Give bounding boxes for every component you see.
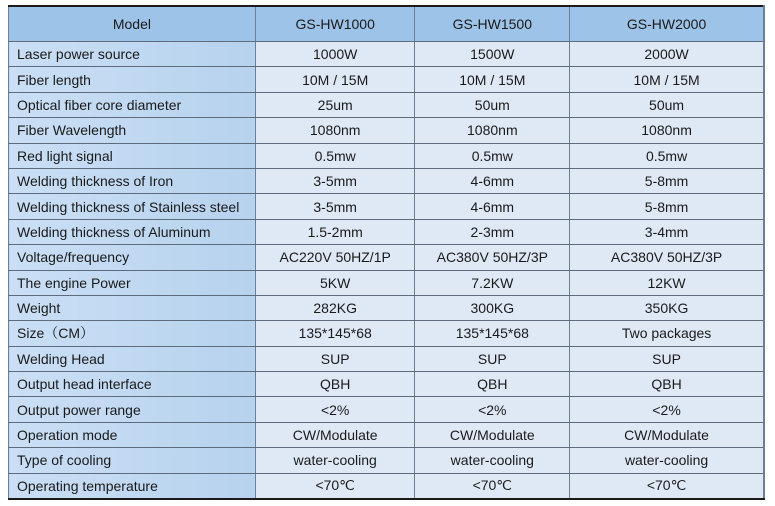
cell-gs-hw2000: 5-8mm xyxy=(570,194,764,219)
cell-gs-hw1000: 10M / 15M xyxy=(255,67,415,92)
cell-gs-hw1500: 10M / 15M xyxy=(415,67,570,92)
header-row xyxy=(9,6,765,42)
row-label: Laser power source xyxy=(9,42,256,67)
cell-gs-hw1500: 300KG xyxy=(415,295,570,320)
table-row-size xyxy=(9,321,765,346)
cell-gs-hw1500: 0.5mw xyxy=(415,143,570,168)
cell-gs-hw1500: water-cooling xyxy=(415,448,570,473)
table-row-thickness-aluminum xyxy=(9,219,765,244)
row-label: Output head interface xyxy=(9,372,256,397)
row-label: Optical fiber core diameter xyxy=(9,92,256,117)
cell-gs-hw1500: AC380V 50HZ/3P xyxy=(415,245,570,270)
header-model-gs-hw2000: GS-HW2000 xyxy=(570,6,764,42)
cell-gs-hw2000: 50um xyxy=(570,92,764,117)
cell-gs-hw1000: 3-5mm xyxy=(255,168,415,193)
row-label: Red light signal xyxy=(9,143,256,168)
cell-gs-hw2000: 1080nm xyxy=(570,118,764,143)
row-label: The engine Power xyxy=(9,270,256,295)
cell-gs-hw2000: <2% xyxy=(570,397,764,422)
table-row-thickness-iron xyxy=(9,168,765,193)
row-label: Size（CM） xyxy=(9,321,256,346)
row-label: Welding thickness of Aluminum xyxy=(9,219,256,244)
cell-gs-hw1000: QBH xyxy=(255,372,415,397)
cell-gs-hw1500: 7.2KW xyxy=(415,270,570,295)
table-row-thickness-stainless xyxy=(9,194,765,219)
cell-gs-hw2000: 5-8mm xyxy=(570,168,764,193)
row-label: Type of cooling xyxy=(9,448,256,473)
row-label: Fiber Wavelength xyxy=(9,118,256,143)
table-row-welding-head xyxy=(9,346,765,371)
header-model-gs-hw1500: GS-HW1500 xyxy=(415,6,570,42)
table-row-output-power-range xyxy=(9,397,765,422)
cell-gs-hw1500: <2% xyxy=(415,397,570,422)
cell-gs-hw1500: SUP xyxy=(415,346,570,371)
table-row-core-diameter xyxy=(9,92,765,117)
cell-gs-hw1500: 4-6mm xyxy=(415,194,570,219)
table-row-voltage-frequency xyxy=(9,245,765,270)
cell-gs-hw1500: 1500W xyxy=(415,42,570,67)
cell-gs-hw1000: water-cooling xyxy=(255,448,415,473)
row-label: Weight xyxy=(9,295,256,320)
table-row-weight xyxy=(9,295,765,320)
row-label: Voltage/frequency xyxy=(9,245,256,270)
cell-gs-hw2000: 350KG xyxy=(570,295,764,320)
cell-gs-hw2000: 12KW xyxy=(570,270,764,295)
cell-gs-hw2000: CW/Modulate xyxy=(570,422,764,447)
cell-gs-hw1000: AC220V 50HZ/1P xyxy=(255,245,415,270)
row-label: Welding Head xyxy=(9,346,256,371)
cell-gs-hw2000: SUP xyxy=(570,346,764,371)
cell-gs-hw1500: 1080nm xyxy=(415,118,570,143)
cell-gs-hw1000: 282KG xyxy=(255,295,415,320)
row-label: Operating temperature xyxy=(9,473,256,499)
table-row-red-light-signal xyxy=(9,143,765,168)
header-model-label: Model xyxy=(9,6,256,42)
table-row-cooling-type xyxy=(9,448,765,473)
cell-gs-hw1500: QBH xyxy=(415,372,570,397)
cell-gs-hw2000: 2000W xyxy=(570,42,764,67)
cell-gs-hw2000: QBH xyxy=(570,372,764,397)
cell-gs-hw1500: 4-6mm xyxy=(415,168,570,193)
cell-gs-hw2000: 10M / 15M xyxy=(570,67,764,92)
spec-table xyxy=(8,5,765,500)
cell-gs-hw1000: 1.5-2mm xyxy=(255,219,415,244)
cell-gs-hw2000: Two packages xyxy=(570,321,764,346)
cell-gs-hw2000: 3-4mm xyxy=(570,219,764,244)
cell-gs-hw2000: <70℃ xyxy=(570,473,764,499)
table-row-operation-mode xyxy=(9,422,765,447)
cell-gs-hw1500: 50um xyxy=(415,92,570,117)
table-row-fiber-wavelength xyxy=(9,118,765,143)
cell-gs-hw1000: <2% xyxy=(255,397,415,422)
table-row-output-head-interface xyxy=(9,372,765,397)
row-label: Fiber length xyxy=(9,67,256,92)
cell-gs-hw1500: CW/Modulate xyxy=(415,422,570,447)
cell-gs-hw2000: 0.5mw xyxy=(570,143,764,168)
cell-gs-hw1000: 135*145*68 xyxy=(255,321,415,346)
table-row-fiber-length xyxy=(9,67,765,92)
cell-gs-hw1000: CW/Modulate xyxy=(255,422,415,447)
header-model-gs-hw1000: GS-HW1000 xyxy=(255,6,415,42)
cell-gs-hw1000: 1000W xyxy=(255,42,415,67)
cell-gs-hw1500: 2-3mm xyxy=(415,219,570,244)
cell-gs-hw1000: 1080nm xyxy=(255,118,415,143)
row-label: Operation mode xyxy=(9,422,256,447)
cell-gs-hw2000: AC380V 50HZ/3P xyxy=(570,245,764,270)
cell-gs-hw1000: 5KW xyxy=(255,270,415,295)
cell-gs-hw1000: 25um xyxy=(255,92,415,117)
cell-gs-hw1500: 135*145*68 xyxy=(415,321,570,346)
cell-gs-hw1000: 0.5mw xyxy=(255,143,415,168)
row-label: Output power range xyxy=(9,397,256,422)
table-row-laser-power-source xyxy=(9,42,765,67)
row-label: Welding thickness of Iron xyxy=(9,168,256,193)
table-row-operating-temperature xyxy=(9,473,765,499)
row-label: Welding thickness of Stainless steel xyxy=(9,194,256,219)
cell-gs-hw1000: 3-5mm xyxy=(255,194,415,219)
cell-gs-hw2000: water-cooling xyxy=(570,448,764,473)
cell-gs-hw1000: <70℃ xyxy=(255,473,415,499)
cell-gs-hw1000: SUP xyxy=(255,346,415,371)
cell-gs-hw1500: <70℃ xyxy=(415,473,570,499)
table-row-engine-power xyxy=(9,270,765,295)
